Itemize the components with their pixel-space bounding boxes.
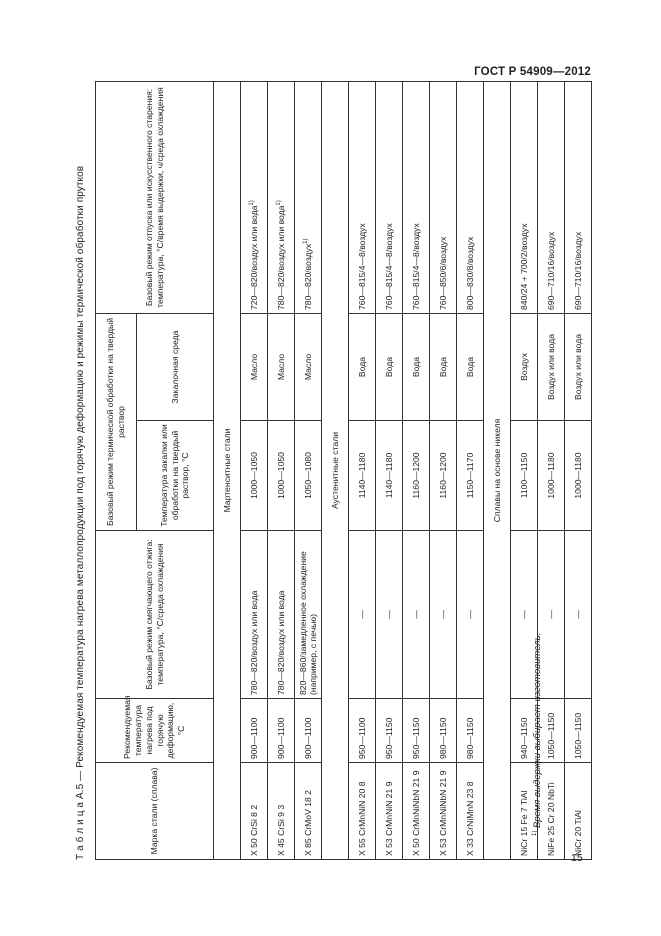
cell-solution-temp (268, 421, 295, 531)
cell-soft-annealing (403, 531, 430, 699)
cell-solution-temp (457, 421, 484, 531)
cell-tempering-text: 760—815/4—8/воздух (383, 223, 394, 310)
cell-tempering (457, 81, 484, 313)
cell-solution-temp-text: 1100—1150 (518, 452, 529, 499)
section-title: Мартенситные стали (214, 81, 241, 859)
rotated-table-page (75, 82, 583, 860)
cell-quench-medium-text: Масло (248, 353, 259, 381)
cell-soft-annealing-text: — (383, 610, 394, 619)
col-soft-annealing: Базовый режим смягчающего отжига: температура, °С/среда охлаждения (96, 531, 214, 699)
col-quench-medium: Закалочная среда (137, 313, 214, 420)
cell-solution-temp-text: 1160—1200 (410, 452, 421, 499)
cell-soft-annealing (565, 531, 592, 699)
cell-grade-text: NiCr 15 Fe 7 TiAl (518, 790, 529, 856)
cell-grade-text: X 55 CrMnNiN 20 8 (356, 781, 367, 856)
col-grade: Марка стали (сплава) (96, 763, 214, 860)
cell-quench-medium (295, 313, 322, 420)
cell-quench-medium-text: Воздух или вода (572, 333, 583, 401)
cell-grade-text: X 33 CrNiMnN 23 8 (464, 781, 475, 856)
table-row (295, 81, 322, 859)
cell-tempering-text: 780—820/воздух (302, 243, 313, 310)
cell-tempering (268, 81, 295, 313)
cell-quench-medium-text: Воздух или вода (545, 333, 556, 401)
cell-tempering-text: 800—830/8/воздух (464, 236, 475, 310)
table-row (403, 81, 430, 859)
cell-quench-medium-text: Вода (356, 356, 367, 378)
cell-hot-temp (295, 699, 322, 763)
cell-quench-medium (457, 313, 484, 420)
cell-soft-annealing (376, 531, 403, 699)
cell-hot-temp (241, 699, 268, 763)
cell-soft-annealing (430, 531, 457, 699)
cell-grade (565, 763, 592, 860)
cell-tempering (376, 81, 403, 313)
cell-soft-annealing-text: 780—820/воздух или вода (248, 590, 259, 695)
cell-tempering (430, 81, 457, 313)
col-hot-temp: Рекомендуемая температура нагрева под горячую деформацию, °С (96, 699, 214, 763)
cell-quench-medium (565, 313, 592, 420)
cell-grade-text: X 53 CrMnNiN 21 9 (383, 781, 394, 856)
footnote-text: Время выдержки выбирает изготовитель. (532, 632, 544, 829)
cell-tempering (295, 81, 322, 313)
cell-grade (241, 763, 268, 860)
cell-solution-temp-text: 1160—1200 (437, 452, 448, 499)
cell-hot-temp-text: 980—1150 (437, 717, 448, 759)
cell-quench-medium-text: Вода (383, 356, 394, 378)
cell-soft-annealing-text: — (518, 610, 529, 619)
cell-tempering (349, 81, 376, 313)
cell-solution-temp (403, 421, 430, 531)
cell-tempering (511, 81, 538, 313)
cell-soft-annealing-text: — (464, 610, 475, 619)
cell-tempering (538, 81, 565, 313)
cell-hot-temp-text: 1050—1150 (572, 712, 583, 759)
cell-tempering-text: 780—820/воздух или вода (275, 205, 286, 310)
cell-hot-temp-text: 950—1100 (356, 717, 367, 759)
cell-soft-annealing-text: — (545, 610, 556, 619)
cell-grade-text: NiCr 20 TiAl (572, 810, 583, 856)
cell-solution-temp-text: 1000—1050 (275, 452, 286, 499)
footnote-ref: 1) (275, 200, 282, 206)
footnote-mark: 1) (532, 830, 538, 836)
cell-solution-temp (511, 421, 538, 531)
cell-solution-temp-text: 1150—1170 (464, 452, 475, 499)
cell-grade-text: X 50 CrMnNiNbN 21 9 (410, 770, 421, 856)
cell-quench-medium-text: Вода (437, 356, 448, 378)
cell-grade (376, 763, 403, 860)
cell-soft-annealing (457, 531, 484, 699)
cell-hot-temp (565, 699, 592, 763)
cell-tempering (565, 81, 592, 313)
cell-solution-temp (295, 421, 322, 531)
cell-hot-temp (349, 699, 376, 763)
cell-tempering-text: 720—820/воздух или вода (248, 205, 259, 310)
cell-grade (403, 763, 430, 860)
cell-solution-temp (430, 421, 457, 531)
cell-grade (430, 763, 457, 860)
cell-solution-temp (565, 421, 592, 531)
caption-text: А.5 — Рекомендуемая температура нагрева металлопродукции под горячую деформацию и режимы термической обработки прутков (75, 165, 86, 800)
section-title: Сплавы на основе никеля (484, 81, 511, 859)
section-title: Аустенитные стали (322, 81, 349, 859)
cell-hot-temp (376, 699, 403, 763)
page-number: 15 (571, 852, 583, 864)
caption-prefix: Т а б л и ц а (75, 801, 86, 860)
cell-hot-temp-text: 950—1150 (410, 717, 421, 759)
footnote-ref: 1) (248, 200, 255, 206)
cell-quench-medium-text: Воздух (518, 353, 529, 381)
col-tempering: Базовый режим отпуска или искусственного старения: температура, °С/время выдержки, ч/среда охлаждения (96, 81, 214, 313)
section-row (484, 81, 511, 859)
cell-tempering-text: 760—815/4—8/воздух (410, 223, 421, 310)
cell-soft-annealing-text: — (410, 610, 421, 619)
cell-solution-temp-text: 1000—1050 (248, 452, 259, 499)
cell-grade-text: NiFe 25 Cr 20 NbTi (545, 782, 556, 856)
cell-grade-text: X 45 CrSi 9 3 (275, 804, 286, 856)
cell-hot-temp (430, 699, 457, 763)
cell-tempering (403, 81, 430, 313)
table-row (241, 81, 268, 859)
cell-solution-temp (538, 421, 565, 531)
cell-solution-temp (241, 421, 268, 531)
cell-quench-medium (268, 313, 295, 420)
cell-grade (349, 763, 376, 860)
table-caption (75, 82, 86, 860)
cell-solution-temp (376, 421, 403, 531)
cell-soft-annealing (295, 531, 322, 699)
cell-quench-medium (430, 313, 457, 420)
cell-quench-medium-text: Масло (302, 353, 313, 381)
cell-hot-temp-text: 980—1150 (464, 717, 475, 759)
footnote-ref: 1) (302, 238, 309, 244)
table-row (457, 81, 484, 859)
cell-hot-temp (403, 699, 430, 763)
cell-grade (457, 763, 484, 860)
cell-soft-annealing (268, 531, 295, 699)
section-row (214, 81, 241, 859)
cell-solution-temp (349, 421, 376, 531)
cell-soft-annealing-text: — (437, 610, 448, 619)
cell-hot-temp-text: 940—1150 (518, 717, 529, 759)
cell-hot-temp-text: 950—1150 (383, 717, 394, 759)
table-row (349, 81, 376, 859)
cell-solution-temp-text: 1050—1080 (302, 452, 313, 499)
cell-tempering (241, 81, 268, 313)
cell-tempering-text: 760—850/6/воздух (437, 236, 448, 310)
cell-solution-temp-text: 1140—1180 (383, 452, 394, 499)
cell-quench-medium (349, 313, 376, 420)
cell-soft-annealing-text: 780—820/воздух или вода (275, 590, 286, 695)
cell-solution-temp-text: 1000—1180 (545, 452, 556, 499)
col-solution-temp: Температура закалки или обработки на твердый раствор, °С (137, 421, 214, 531)
cell-quench-medium-text: Вода (464, 356, 475, 378)
cell-soft-annealing-text: — (356, 610, 367, 619)
cell-tempering-text: 760—815/4—8/воздух (356, 223, 367, 310)
cell-solution-temp-text: 1140—1180 (356, 452, 367, 499)
cell-quench-medium (538, 313, 565, 420)
heat-treatment-table (95, 81, 592, 860)
cell-quench-medium (241, 313, 268, 420)
table-row (565, 81, 592, 859)
footnote (532, 633, 543, 836)
table-row (430, 81, 457, 859)
cell-soft-annealing-text: 820—860/замедленное охлаждение (например, с печью) (297, 551, 318, 695)
cell-hot-temp-text: 1050—1150 (545, 712, 556, 759)
cell-soft-annealing (241, 531, 268, 699)
cell-tempering-text: 840/24 + 700/2/воздух (518, 223, 529, 310)
cell-solution-temp-text: 1000—1180 (572, 452, 583, 499)
cell-quench-medium (376, 313, 403, 420)
table-row (376, 81, 403, 859)
cell-hot-temp-text: 900—1100 (302, 717, 313, 759)
cell-hot-temp (268, 699, 295, 763)
cell-grade-text: X 85 CrMoV 18 2 (302, 790, 313, 856)
cell-grade-text: X 53 CrMnNiNbN 21 9 (437, 770, 448, 856)
col-solution-group: Базовый режим термической обработки на твердый раствор (96, 313, 137, 530)
cell-tempering-text: 690—710/16/воздух (572, 231, 583, 310)
cell-quench-medium-text: Масло (275, 353, 286, 381)
cell-quench-medium (403, 313, 430, 420)
cell-tempering-text: 690—710/16/воздух (545, 231, 556, 310)
table-row (268, 81, 295, 859)
cell-quench-medium-text: Вода (410, 356, 421, 378)
cell-hot-temp (457, 699, 484, 763)
cell-grade (268, 763, 295, 860)
cell-grade (295, 763, 322, 860)
cell-soft-annealing-text: — (572, 610, 583, 619)
cell-soft-annealing (349, 531, 376, 699)
cell-grade-text: X 50 CrSi 8 2 (248, 804, 259, 856)
document-header: ГОСТ Р 54909—2012 (474, 66, 591, 78)
section-row (322, 81, 349, 859)
cell-quench-medium (511, 313, 538, 420)
cell-hot-temp-text: 900—1100 (275, 717, 286, 759)
cell-hot-temp-text: 900—1100 (248, 717, 259, 759)
